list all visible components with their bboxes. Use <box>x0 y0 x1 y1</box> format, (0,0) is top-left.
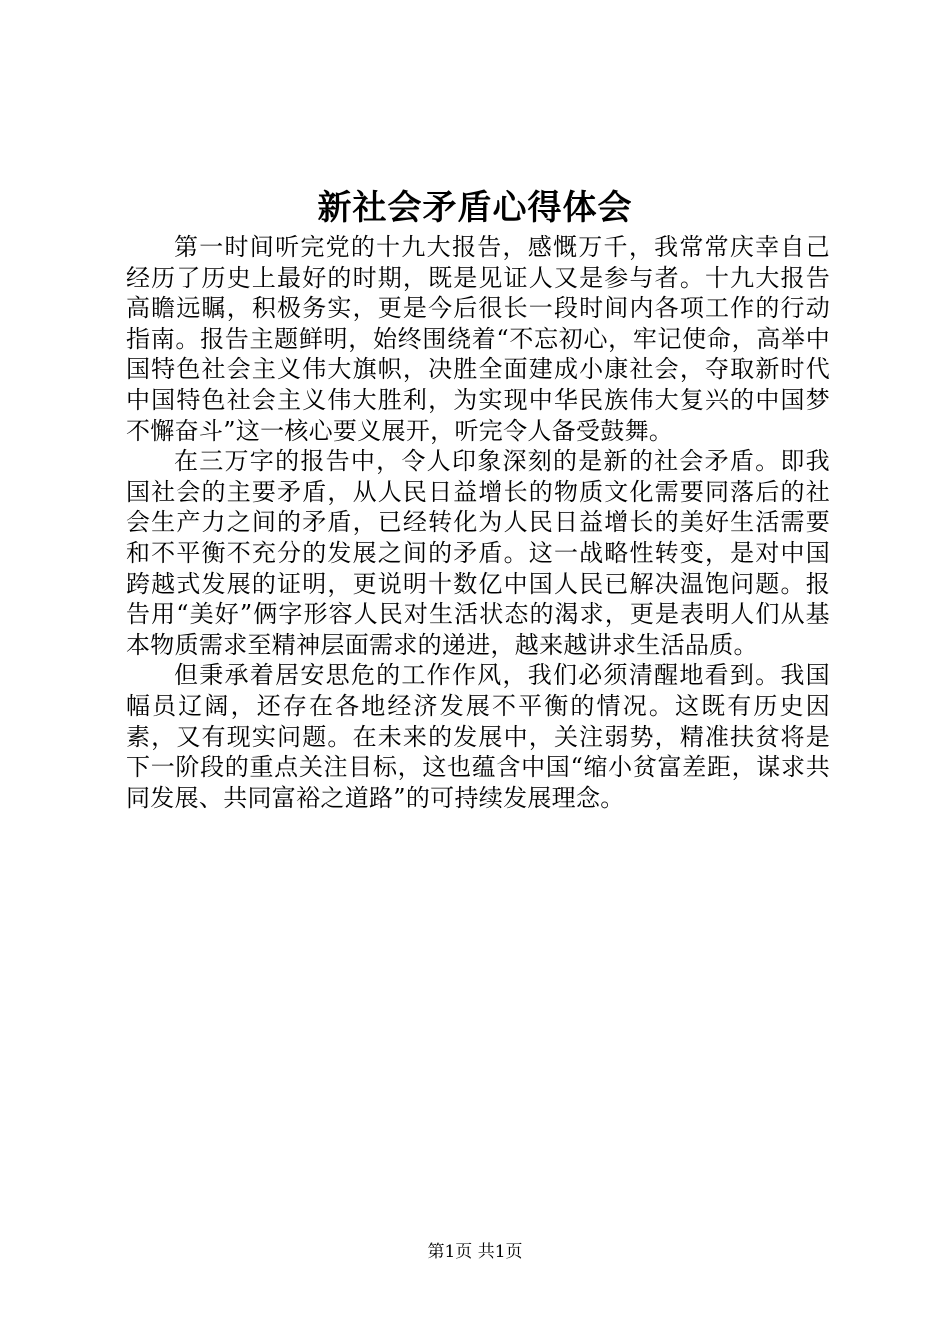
paragraph-1: 第一时间听完党的十九大报告，感慨万千，我常常庆幸自己经历了历史上最好的时期，既是见证人又是参与者。十九大报告高瞻远瞩，积极务实，更是今后很长一段时间内各项工作的行动指南。报告主题鲜明，始终围绕着“不忘初心，牢记使命，高举中国特色社会主义伟大旗帜，决胜全面建成小康社会，夺取新时代中国特色社会主义伟大胜利，为实现中华民族伟大复兴的中国梦不懈奋斗”这一核心要义展开，听完令人备受鼓舞。 <box>126 233 830 445</box>
document-title: 新社会矛盾心得体会 <box>317 188 633 228</box>
document-body <box>126 232 830 813</box>
paragraph-3: 但秉承着居安思危的工作作风，我们必须清醒地看到。我国幅员辽阔，还存在各地经济发展不平衡的情况。这既有历史因素，又有现实问题。在未来的发展中，关注弱势，精准扶贫将是下一阶段的重点关注目标，这也蕴含中国“缩小贫富差距，谋求共同发展、共同富裕之道路”的可持续发展理念。 <box>126 661 830 812</box>
paragraph-2: 在三万字的报告中，令人印象深刻的是新的社会矛盾。即我国社会的主要矛盾，从人民日益增长的物质文化需要同落后的社会生产力之间的矛盾，已经转化为人民日益增长的美好生活需要和不平衡不充分的发展之间的矛盾。这一战略性转变，是对中国跨越式发展的证明，更说明十数亿中国人民已解决温饱问题。报告用“美好”俩字形容人民对生活状态的渴求，更是表明人们从基本物质需求至精神层面需求的递进，越来越讲求生活品质。 <box>126 447 830 659</box>
page-footer: 第1页 共1页 <box>427 1242 523 1262</box>
